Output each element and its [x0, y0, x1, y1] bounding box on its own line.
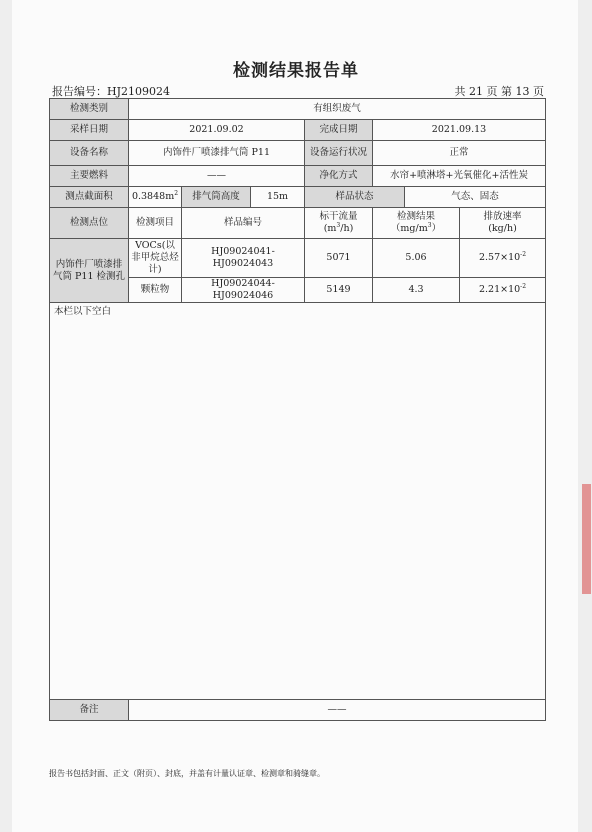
type-label: 检测类别	[50, 99, 129, 120]
row-flow: 5149	[305, 278, 373, 303]
result-label-end: ）	[431, 223, 442, 234]
remark-label: 备注	[50, 700, 129, 721]
col-sample-no: 样品编号	[182, 208, 305, 239]
fuel-label: 主要燃料	[50, 166, 129, 187]
footer-note: 报告书包括封面、正文（附页）、封底，并盖有计量认证章、检测章和骑缝章。	[49, 769, 325, 778]
run-status-value: 正常	[373, 141, 546, 166]
page-title: 检测结果报告单	[233, 61, 359, 81]
row-rate	[460, 278, 546, 303]
flow-unit: (m	[323, 223, 337, 234]
area-value	[129, 187, 182, 208]
flow-unit-sup: 3	[336, 221, 341, 229]
equipment-value: 内饰件厂喷漆排气筒 P11	[129, 141, 305, 166]
rate-value: 2.21×10	[478, 284, 521, 295]
row-item: VOCs(以非甲烷总烃计)	[129, 239, 182, 278]
table-row	[50, 239, 546, 278]
info-row-dates	[50, 120, 546, 141]
area-number: 0.3848m	[131, 191, 175, 202]
rate-exp: -2	[520, 250, 527, 258]
row-result: 5.06	[373, 239, 460, 278]
height-label: 排气筒高度	[182, 187, 251, 208]
row-flow: 5071	[305, 239, 373, 278]
info-row-area	[50, 187, 546, 208]
sampling-date-label: 采样日期	[50, 120, 129, 141]
area-label: 测点截面积	[50, 187, 129, 208]
rate-label: 排放速率	[483, 211, 522, 222]
results-table	[49, 98, 546, 721]
col-point: 检测点位	[50, 208, 129, 239]
purify-value: 水帘+喷淋塔+光氧催化+活性炭	[373, 166, 546, 187]
row-sample-no: HJ09024041-HJ09024043	[182, 239, 305, 278]
col-result	[373, 208, 460, 239]
height-value: 15m	[251, 187, 305, 208]
area-sup: 2	[174, 189, 179, 197]
row-rate	[460, 239, 546, 278]
complete-date-value: 2021.09.13	[373, 120, 546, 141]
sample-state-value: 气态、固态	[405, 187, 546, 208]
flow-label: 标干流量	[319, 211, 358, 222]
result-sup: 3	[427, 221, 432, 229]
rate-unit: (kg/h)	[488, 223, 517, 234]
point-name: 内饰件厂喷漆排气筒 P11 检测孔	[50, 239, 129, 303]
report-number: 报告编号：HJ2109024	[52, 85, 170, 98]
flow-unit-end: /h)	[340, 223, 354, 234]
row-result: 4.3	[373, 278, 460, 303]
remark-value: ——	[129, 700, 546, 721]
sample-state-label: 样品状态	[305, 187, 405, 208]
type-value: 有组织废气	[129, 99, 546, 120]
sampling-date-value: 2021.09.02	[129, 120, 305, 141]
run-status-label: 设备运行状况	[305, 141, 373, 166]
column-header-row	[50, 208, 546, 239]
equipment-label: 设备名称	[50, 141, 129, 166]
page-info: 共 21 页 第 13 页	[454, 85, 544, 98]
info-row-fuel	[50, 166, 546, 187]
fuel-value: ——	[129, 166, 305, 187]
col-flow	[305, 208, 373, 239]
complete-date-label: 完成日期	[305, 120, 373, 141]
info-row-type	[50, 99, 546, 120]
row-sample-no: HJ09024044-HJ09024046	[182, 278, 305, 303]
col-rate	[460, 208, 546, 239]
blank-area-row	[50, 303, 546, 700]
rate-exp: -2	[520, 282, 527, 290]
result-label: 检测结果（mg/m	[390, 211, 435, 234]
seal-fragment	[582, 484, 591, 594]
blank-note: 本栏以下空白	[50, 303, 546, 700]
row-item: 颗粒物	[129, 278, 182, 303]
purify-label: 净化方式	[305, 166, 373, 187]
rate-value: 2.57×10	[478, 252, 521, 263]
col-item: 检测项目	[129, 208, 182, 239]
remark-row	[50, 700, 546, 721]
info-row-equipment	[50, 141, 546, 166]
